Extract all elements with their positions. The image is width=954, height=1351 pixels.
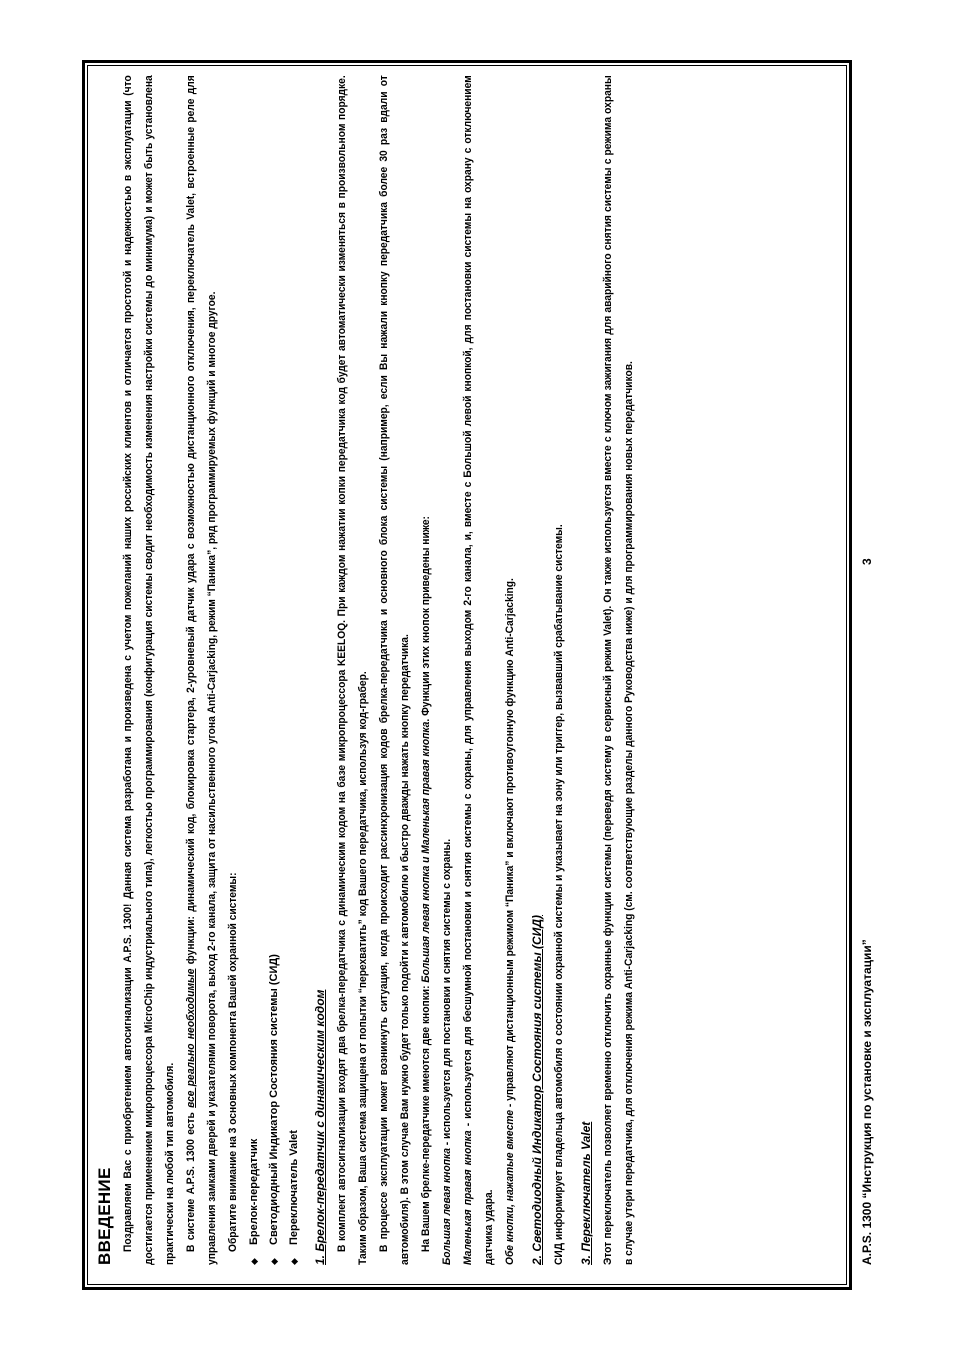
- section-1-title: 1. Брелок-передатчик с динамическим кодом: [313, 989, 327, 1265]
- section-2-paragraph-1: СИД информирует владельца автомобиля о состоянии охранной системы и указывает на зону или триггер, вызвавший срабатывание системы.: [553, 524, 565, 1265]
- section-1-paragraph-3: [416, 75, 437, 1265]
- footer-document-title: A.P.S. 1300 “Инструкция по установке и эксплуатации”: [860, 939, 874, 1265]
- intro-paragraph-1: Поздравляем Вас с приобретением автосигнализации A.P.S. 1300! Данная система разработана и произведена с учетом пожеланий наших российских клиентов и отличается простотой и надежностью в эксплуатации (что достигается применением микропроцессора MicroChip индустриального типа), легкостью программирования (конфигурация системы сводит необходимость изменения настройки системы до минимума) и может быть установлена практически на любой тип автомобиля.: [122, 75, 176, 1265]
- list-item-label: Светодиодный Индикатор Состояния системы (СИД): [268, 954, 280, 1245]
- diamond-bullet-icon: ◆: [249, 1258, 259, 1265]
- section-2-title: 2. Светодиодный Индикатор Состояния системы (СИД): [530, 915, 544, 1265]
- button-desc: - используется для бесшумной постановки и снятия системы с охраны, для управления выходом 2-го канала, и, вместе с Большой левой кнопкой, для постановки системы на охрану с отключением датчика удара.: [462, 75, 495, 1265]
- section-3-paragraph-1: Этот переключатель позволяет временно отключить охранные функции системы (переведя систему в сервисный режим Valet). Он также используется вместе с ключом зажигания для аварийного снятия системы с режима охраны в случае утери передатчика, для отключения режима Anti-Carjacking (см. соответствующие разделы данного Руководства ниже) и для программирования новых передатчиков.: [602, 75, 635, 1265]
- intro-paragraph-2: [181, 75, 223, 1265]
- button-name: Маленькая правая кнопка: [462, 1130, 474, 1265]
- button-desc: - используется для постановки и снятия системы с охраны.: [441, 838, 453, 1149]
- s1-p3-start: На Вашем брелке-передатчике имеются две кнопки:: [420, 982, 432, 1252]
- s1-p3-emphasis: Большая левая кнопка и Маленькая правая кнопка: [420, 721, 432, 983]
- button-desc: - управляют дистанционным режимом “Паника” и включают противоугонную функцию Anti-Carjacking.: [504, 578, 516, 1110]
- section-1-paragraph-2: В процессе эксплуатации может возникнуть ситуация, когда происходит рассинхронизация кодов брелка-передатчика и основного блока системы (например, если Вы нажали кнопку передатчика более 30 раз вдали от автомобиля). В этом случае Вам нужно будет только подойти к автомобилю и быстро дважды нажать кнопку передатчика.: [378, 75, 411, 1265]
- button-desc-small-right: [458, 75, 500, 1265]
- list-item-label: Переключатель Valet: [288, 1130, 300, 1245]
- intro-p2-start: В системе A.P.S. 1300 есть: [185, 1107, 197, 1252]
- list-item: [244, 75, 264, 1265]
- page-footer: [860, 75, 884, 1265]
- button-desc-large-left: [437, 75, 458, 1265]
- list-item-label: Брелок-передатчик: [248, 1138, 260, 1245]
- intro-paragraph-3: Обратите внимание на 3 основных компонента Вашей охранной системы:: [227, 872, 239, 1252]
- page-number: 3: [860, 558, 874, 565]
- diamond-bullet-icon: ◆: [289, 1258, 299, 1265]
- rotated-page: [95, 75, 885, 1265]
- button-name: Большая левая кнопка: [441, 1148, 453, 1265]
- section-1-paragraph-1: В комплект автосигнализации входят два брелка-передатчика с динамическим кодом на базе микропроцессора KEELOQ. При каждом нажатии копки передатчика код будет автоматически изменяться в произвольном порядке. Таким образом, Ваша система защищена от попытки “перехватить” код Вашего передатчика, используя код-грабер.: [336, 75, 369, 1265]
- section-3-title: 3. Переключатель Valet: [579, 1121, 593, 1265]
- intro-p2-emphasis: все реально необходимые: [185, 968, 197, 1108]
- intro-p2-end: функции: динамический код, блокировка стартера, 2-уровневый датчик удара с возможностью дистанционного отключения, переключатель Valet, встроенные реле для управления замками дверей и указателями поворота, выход 2-го канала, защита от насильственного угона Anti-Carjacking, режим “Паника”, ряд программируемых функций и многое другое.: [185, 75, 218, 1265]
- diamond-bullet-icon: ◆: [269, 1258, 279, 1265]
- page-heading: ВВЕДЕНИЕ: [95, 1167, 114, 1265]
- s1-p3-end: . Функции этих кнопок приведены ниже:: [420, 516, 432, 722]
- button-name: Обе кнопки, нажатые вместе: [504, 1109, 516, 1265]
- list-item: [264, 75, 284, 1265]
- document-body: [95, 75, 830, 1265]
- component-list: [244, 75, 304, 1265]
- button-desc-both: [500, 75, 521, 1265]
- list-item: [284, 75, 304, 1265]
